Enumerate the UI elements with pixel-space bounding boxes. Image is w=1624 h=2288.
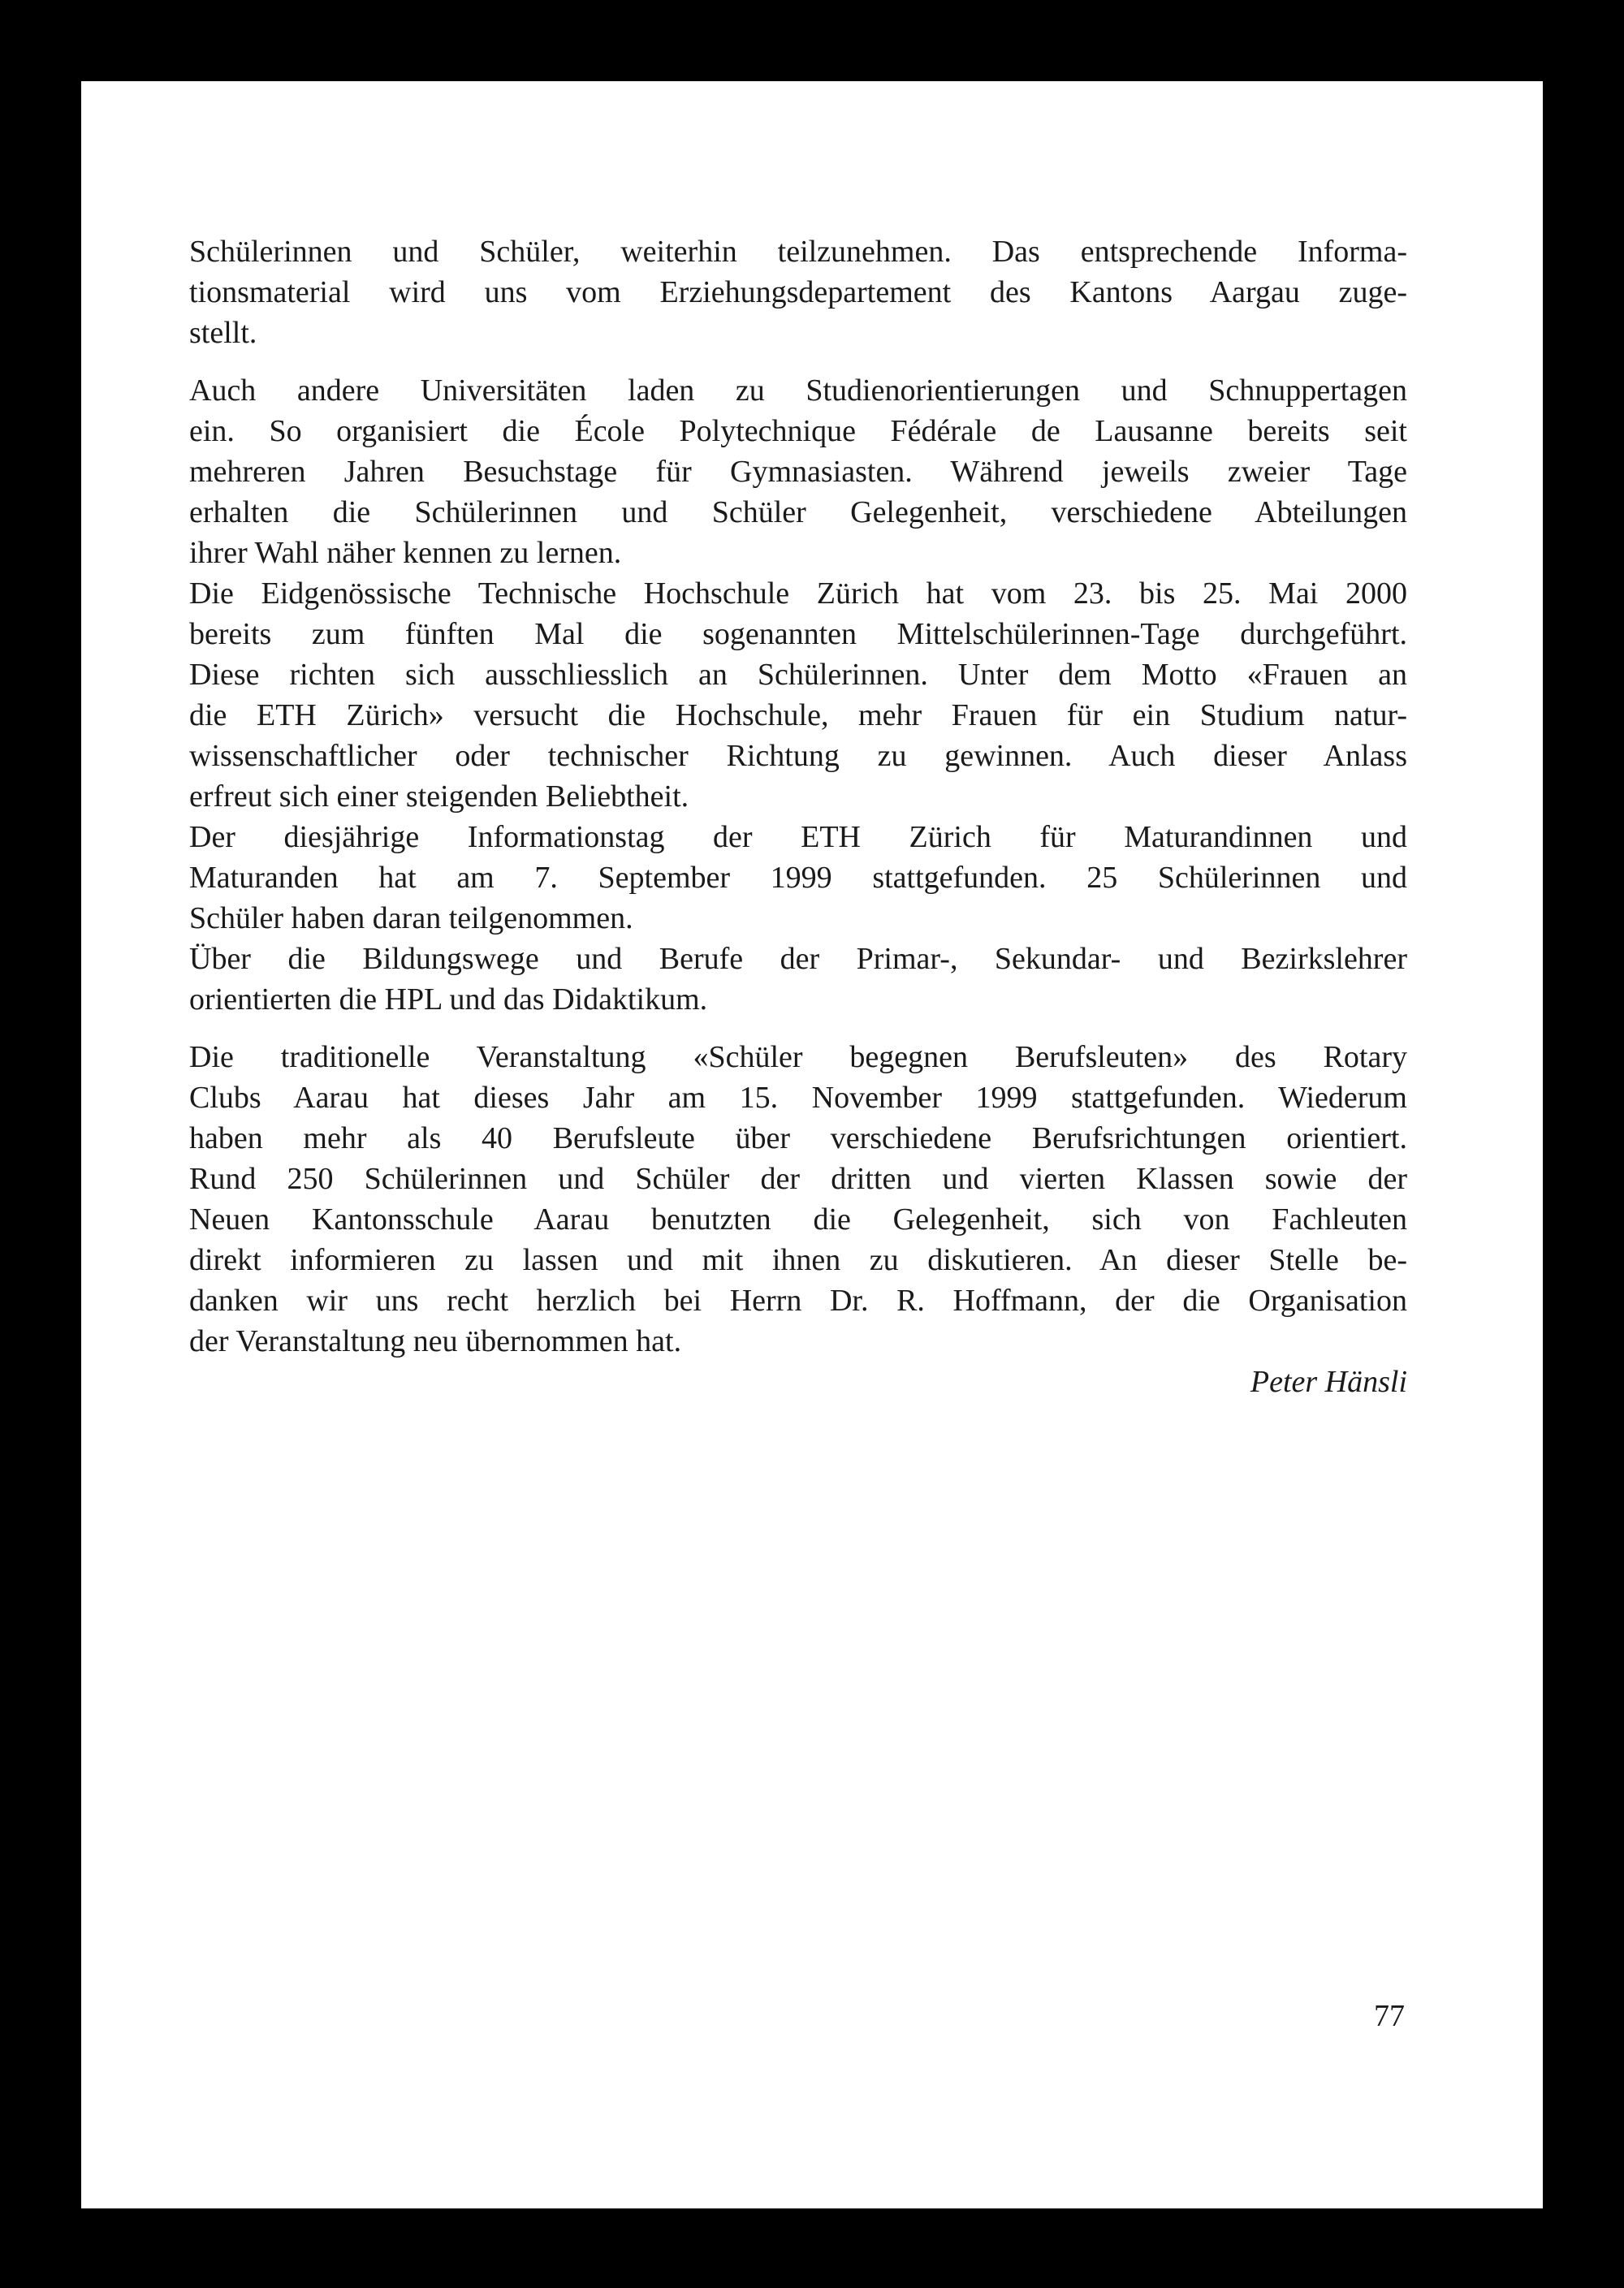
body-text [189, 231, 1407, 1402]
text-line: Über die Bildungswege und Berufe der Primar-, Sekundar- und Bezirkslehrer [189, 942, 1407, 976]
paragraph [189, 370, 1407, 573]
text-line: erhalten die Schülerinnen und Schüler Gelegenheit, verschiedene Abteilungen [189, 495, 1407, 529]
page-number: 77 [1374, 1999, 1405, 2033]
text-line: erfreut sich einer steigenden Beliebtheit. [189, 779, 689, 814]
text-line: die ETH Zürich» versucht die Hochschule, mehr Frauen für ein Studium natur- [189, 698, 1407, 732]
paragraph-spacer [189, 1020, 1407, 1037]
text-line: tionsmaterial wird uns vom Erziehungsdepartement des Kantons Aargau zuge- [189, 275, 1407, 309]
text-line: Neuen Kantonsschule Aarau benutzten die Gelegenheit, sich von Fachleuten [189, 1202, 1407, 1237]
text-line: danken wir uns recht herzlich bei Herrn Dr. R. Hoffmann, der die Organisation [189, 1284, 1407, 1318]
text-line: Auch andere Universitäten laden zu Studienorientierungen und Schnuppertagen [189, 373, 1407, 408]
text-line: wissenschaftlicher oder technischer Richtung zu gewinnen. Auch dieser Anlass [189, 739, 1407, 773]
text-line: Die Eidgenössische Technische Hochschule Zürich hat vom 23. bis 25. Mai 2000 [189, 576, 1407, 611]
text-line: Schüler haben daran teilgenommen. [189, 901, 633, 935]
text-line: Schülerinnen und Schüler, weiterhin teilzunehmen. Das entsprechende Informa- [189, 235, 1407, 269]
paragraph [189, 231, 1407, 353]
text-line: Diese richten sich ausschliesslich an Schülerinnen. Unter dem Motto «Frauen an [189, 658, 1407, 692]
paragraph [189, 1037, 1407, 1362]
author-signature: Peter Hänsli [1250, 1365, 1407, 1399]
text-line: mehreren Jahren Besuchstage für Gymnasiasten. Während jeweils zweier Tage [189, 455, 1407, 489]
text-line: orientierten die HPL und das Didaktikum. [189, 982, 708, 1017]
text-line: bereits zum fünften Mal die sogenannten Mittelschülerinnen-Tage durchgeführt. [189, 617, 1407, 651]
paragraph-spacer [189, 353, 1407, 370]
paragraph [189, 817, 1407, 939]
text-line: ein. So organisiert die École Polytechnique Fédérale de Lausanne bereits seit [189, 414, 1407, 448]
text-line: Maturanden hat am 7. September 1999 stattgefunden. 25 Schülerinnen und [189, 861, 1407, 895]
document-page [81, 81, 1543, 2208]
text-line: haben mehr als 40 Berufsleute über verschiedene Berufsrichtungen orientiert. [189, 1121, 1407, 1155]
text-line: Der diesjährige Informationstag der ETH Zürich für Maturandinnen und [189, 820, 1407, 854]
text-line: Die traditionelle Veranstaltung «Schüler begegnen Berufsleuten» des Rotary [189, 1040, 1407, 1074]
text-line: stellt. [189, 316, 257, 350]
text-line: direkt informieren zu lassen und mit ihnen zu diskutieren. An dieser Stelle be- [189, 1243, 1407, 1277]
paragraph [189, 573, 1407, 817]
text-line: ihrer Wahl näher kennen zu lernen. [189, 536, 622, 570]
paragraph [189, 939, 1407, 1020]
text-line: Clubs Aarau hat dieses Jahr am 15. November 1999 stattgefunden. Wiederum [189, 1081, 1407, 1115]
text-line: Rund 250 Schülerinnen und Schüler der dritten und vierten Klassen sowie der [189, 1162, 1407, 1196]
text-line: der Veranstaltung neu übernommen hat. [189, 1324, 682, 1358]
